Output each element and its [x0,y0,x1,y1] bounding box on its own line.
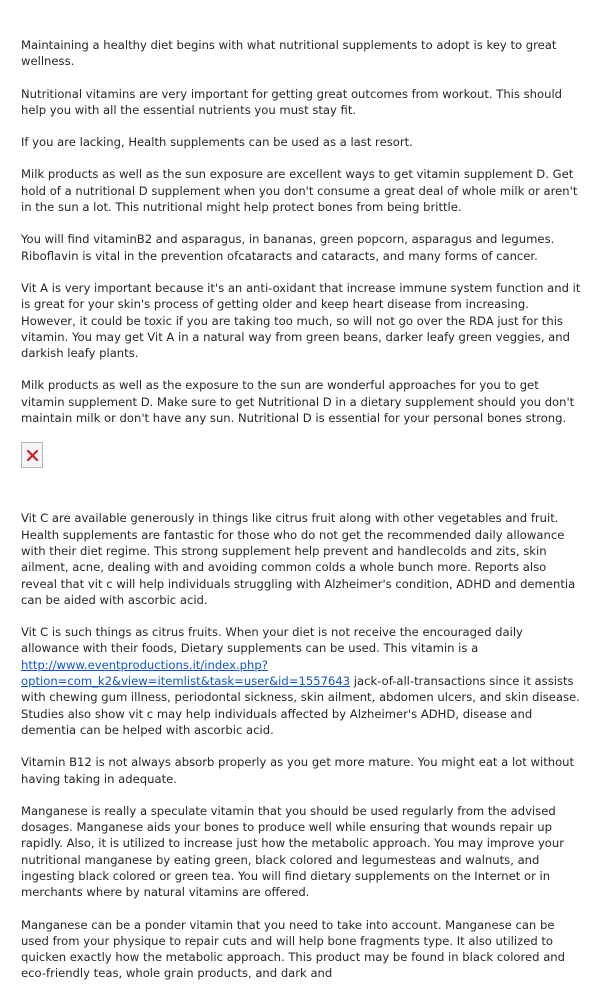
paragraph-text-end: jack-of-all-transactions since it assists with chewing gum illness, periodontal sickness, skin ailment, abdomen ulcers, and skin disease. Studies also show vit c may help individuals affected by Alzheimer's ADHD, disease and dementia can be helped with ascorbic acid. [21,674,580,737]
broken-image-icon [21,442,43,468]
close-x-icon [27,450,38,461]
paragraph-text-start: Vit C is such things as citrus fruits. When your diet is not receive the encouraged daily allowance with their foods, Dietary supplements can be used. This vitamin is a [21,625,523,656]
paragraph-vitamin-a: Vit A is very important because it's an anti-oxidant that increase immune system function and it is great for your skin's process of getting older and keep heart disease from increasing. However, it could be toxic if you are taking too much, so will not go over the RDA just for this vitamin. You may get Vit A in a natural way from green beans, darker leafy green veggies, and darkish leafy plants. [21,280,581,361]
paragraph-riboflavin: You will find vitaminB2 and asparagus, in bananas, green popcorn, asparagus and legumes. Riboflavin is vital in the prevention ofcataracts and cataracts, and many forms of cancer. [21,232,555,263]
paragraph-manganese: Manganese is really a speculate vitamin that you should be used regularly from the advised dosages. Manganese aids your bones to produce well while ensuring that wounds repair up rapidly. Also, it is utilized to increase just how the metabolic approach. You may improve your nutritional manganese by eating green, black colored and legumesteas and walnuts, and ingesting black colored or green tea. You will find dietary supplements on the Internet or in merchants where by natural vitamins are offered. [21,803,565,900]
paragraph-vitamin-c-citrus [21,624,583,738]
article-body [21,37,583,998]
paragraph-nutritional-vitamins: Nutritional vitamins are very important for getting great outcomes from workout. This should help you with all the essential nutrients you must stay fit. [21,86,563,117]
paragraph-vitamin-d-sun: Milk products as well as the exposure to the sun are wonderful approaches for you to get vitamin supplement D. Make sure to get Nutritional D in a dietary supplement should you don't maintain milk or don't have any sun. Nutritional D is essential for your personal bones strong. [21,378,575,426]
paragraph-vitamin-c: Vit C are available generously in things like citrus fruit along with other vegetables and fruit. Health supplements are fantastic for those who do not get the recommended daily allowance with their diet regime. This strong supplement help prevent and handlecolds and zits, skin ailment, acne, dealing with and avoiding common colds a whole bunch more. Reports also reveal that vit c will help individuals struggling with Alzheimer's condition, ADHD and dementia can be aided with ascorbic acid. [21,511,576,607]
eventproductions-link[interactable]: http://www.eventproductions.it/index.php?option=com_k2&view=itemlist&task=user&id=1557643 [21,657,351,689]
paragraph-vitamin-b12: Vitamin B12 is not always absorb properly as you get more mature. You might eat a lot without having taking in adequate. [21,755,575,786]
paragraph-last-resort: If you are lacking, Health supplements can be used as a last resort. [21,135,413,150]
paragraph-healthy-diet: Maintaining a healthy diet begins with what nutritional supplements to adopt is key to great wellness. [21,38,557,69]
paragraph-manganese-wonder: Manganese can be a ponder vitamin that you need to take into account. Manganese can be used from your physique to repair cuts and will help bone fragments type. It also utilized to quicken exactly how the metabolic approach. This product may be found in black colored and eco-friendly teas, whole grain products, and dark and [21,917,566,981]
paragraph-vitamin-d: Milk products as well as the sun exposure are excellent ways to get vitamin supplement D. Get hold of a nutritional D supplement when you don't consume a great deal of whole milk or aren't in the sun a lot. This nutritional might help protect bones from being brittle. [21,167,578,215]
